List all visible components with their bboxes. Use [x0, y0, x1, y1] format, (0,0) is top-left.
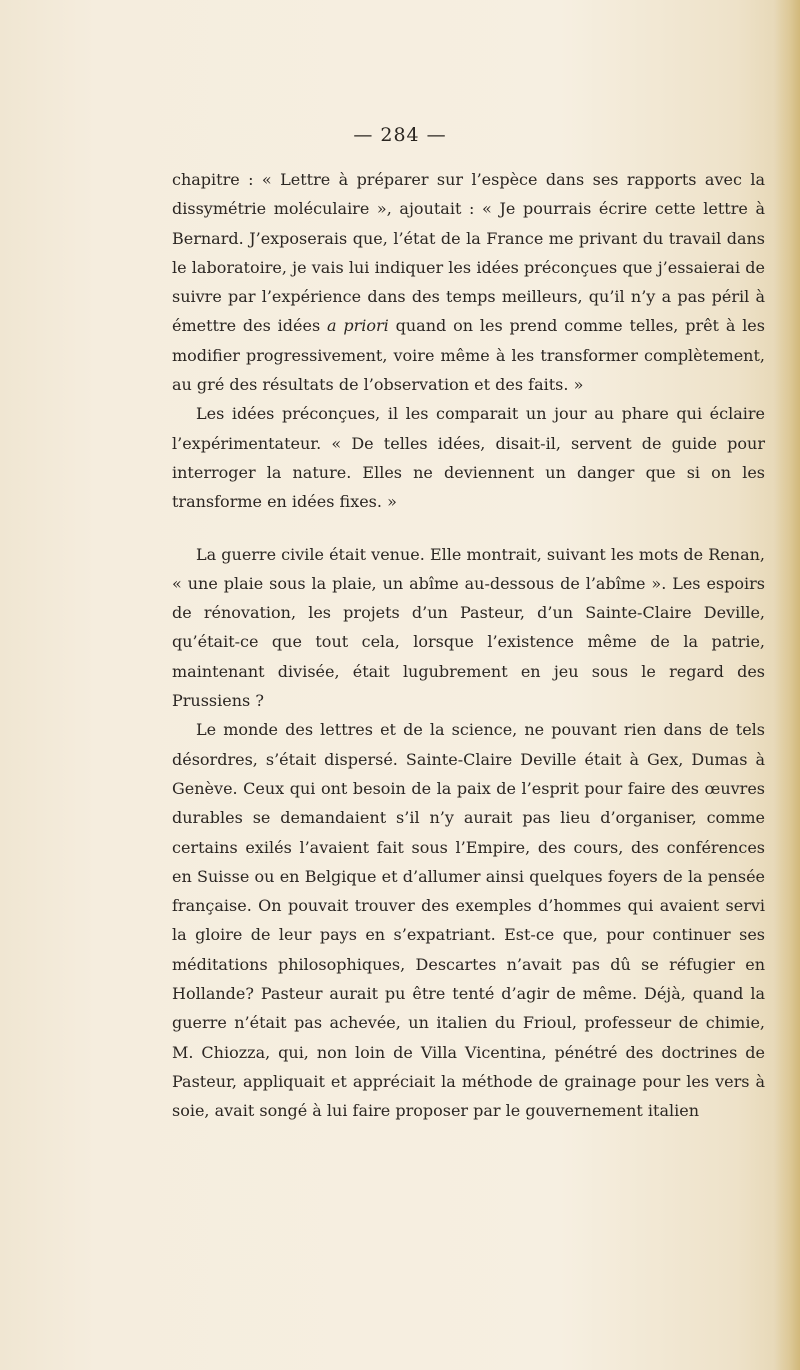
- paragraph-3: La guerre civile était venue. Elle montrait, suivant les mots de Renan, « une plaie sous la plaie, un abîme au-dessous de l’abîme ». Les espoirs de rénovation, les projets d’un Pasteur, d’un Sainte-Claire Deville, qu’était-ce que tout cela, lorsque l’existence même de la patrie, maintenant divisée, était lugubrement en jeu sous le regard des Prussiens ?: [172, 544, 765, 711]
- page-number: — 284 —: [353, 124, 447, 146]
- italic-phrase: a priori: [327, 316, 389, 336]
- paragraph-4: Le monde des lettres et de la science, ne pouvant rien dans de tels désordres, s’était dispersé. Sainte-Claire Deville était à Gex, Dumas à Genève. Ceux qui ont besoin de la paix de l’esprit pour faire des œuvres durables se demandaient s’il n’y aurait pas lieu d’organiser, comme certains exilés l’avaient fait sous l’Empire, des cours, des conférences en Suisse ou en Belgique et d’allumer ainsi quelques foyers de la pensée française. On pouvait trouver des exemples d’hommes qui avaient servi la gloire de leur pays en s’expatriant. Est-ce que, pour continuer ses méditations philosophiques, Descartes n’avait pas dû se réfugier en Hollande? Pasteur aurait pu être tenté d’agir de même. Déjà, quand la guerre n’était pas achevée, un italien du Frioul, professeur de chimie, M. Chiozza, qui, non loin de Villa Vicentina, pénétré des doctrines de Pasteur, appliquait et appréciait la méthode de grainage pour les vers à soie, avait songé à lui faire proposer par le gouvernement italien: [172, 720, 765, 1121]
- section-break: [172, 517, 765, 540]
- body-text: [172, 165, 765, 1126]
- page-edge-shadow: [774, 0, 800, 1370]
- paragraph-1: chapitre : « Lettre à préparer sur l’espèce dans ses rapports avec la dissymétrie moléculaire », ajoutait : « Je pourrais écrire cette lettre à Bernard. J’exposerais que, l’état de la France me privant du travail dans le laboratoire, je vais lui indiquer les idées préconçues que j’essaierai de suivre par l’expérience dans des temps meilleurs, qu’il n’y a pas péril à émettre des idées a priori quand on les prend comme telles, prêt à les modifier progressivement, voire même à les transformer complètement, au gré des résultats de l’observation et des faits. »: [172, 170, 765, 395]
- paragraph-2: Les idées préconçues, il les comparait un jour au phare qui éclaire l’expérimentateur. « De telles idées, disait-il, servent de guide pour interroger la nature. Elles ne deviennent un danger que si on les transforme en idées fixes. »: [172, 404, 765, 512]
